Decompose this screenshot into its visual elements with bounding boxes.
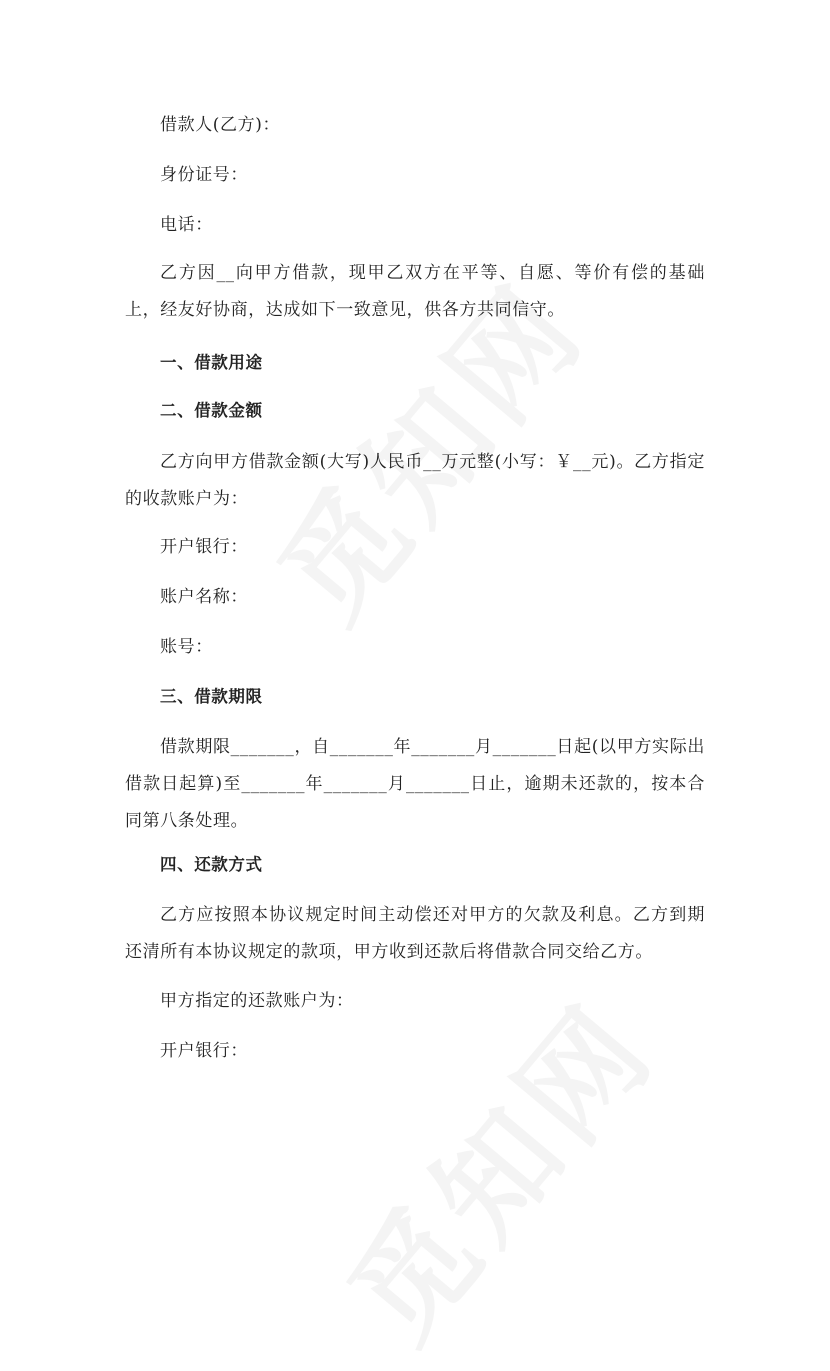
- section-heading-term: 三、借款期限: [160, 687, 263, 706]
- amount-paragraph: 乙方向甲方借款金额(大写)人民币__万元整(小写：￥__元)。乙方指定的收款账户为：: [125, 452, 705, 509]
- borrower-label: 借款人(乙方)：: [160, 115, 281, 135]
- watermark: [304, 961, 686, 1370]
- section-heading-purpose: 一、借款用途: [160, 353, 263, 372]
- bank-label: 开户银行：: [160, 537, 248, 557]
- account-number-label: 账号：: [160, 637, 213, 657]
- section-heading-amount: 二、借款金额: [160, 401, 263, 420]
- intro-paragraph: 乙方因__向甲方借款，现甲乙双方在平等、自愿、等价有偿的基础上，经友好协商，达成如下一致意见，供各方共同信守。: [125, 263, 705, 320]
- id-number-label: 身份证号：: [160, 165, 248, 185]
- repayment-bank-label: 开户银行：: [160, 1041, 248, 1061]
- term-paragraph: 借款期限_______，自_______年_______月_______日起(以甲方实际出借款日起算)至_______年_______月_______日止，逾期未还款的，按本合同第八条处理。: [125, 737, 705, 831]
- account-name-label: 账户名称：: [160, 587, 248, 607]
- repayment-account-label: 甲方指定的还款账户为：: [160, 991, 354, 1011]
- repayment-paragraph: 乙方应按照本协议规定时间主动偿还对甲方的欠款及利息。乙方到期还清所有本协议规定的款项，甲方收到还款后将借款合同交给乙方。: [125, 905, 705, 962]
- phone-label: 电话：: [160, 215, 213, 235]
- section-heading-repayment: 四、还款方式: [160, 855, 263, 874]
